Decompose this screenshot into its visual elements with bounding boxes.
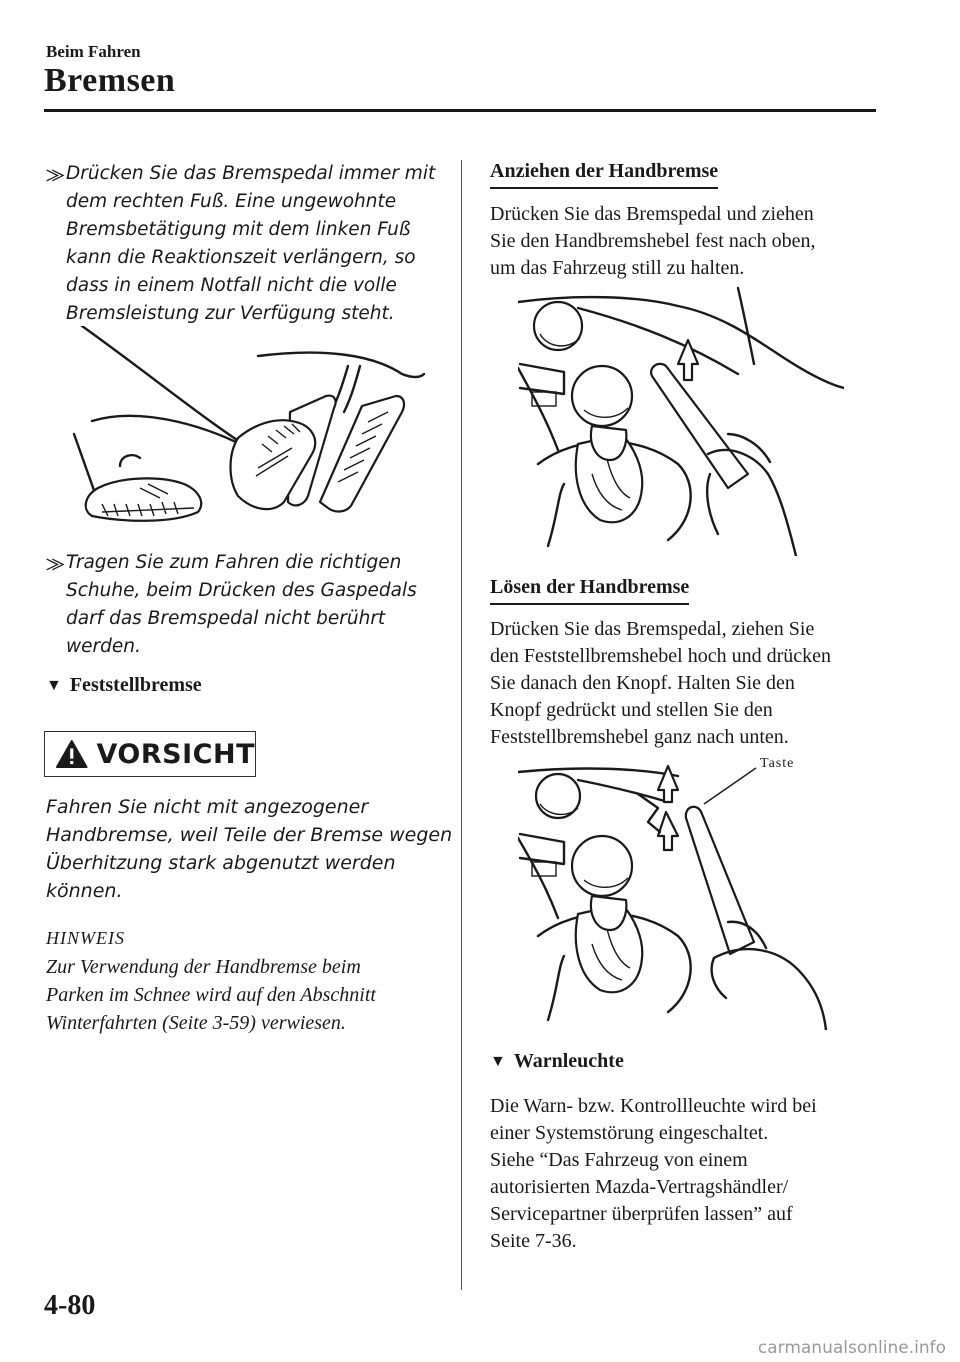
text-line: Drücken Sie das Bremspedal, ziehen Sie (490, 618, 815, 640)
pedal-foot-illustration (62, 326, 432, 546)
text-line: können. (46, 880, 123, 902)
text-line: Handbremse, weil Teile der Bremse wegen (46, 824, 453, 846)
bullet-text (66, 160, 435, 328)
text-line: Servicepartner überprüfen lassen” auf (490, 1203, 793, 1225)
section-heading-text: Warnleuchte (513, 1050, 624, 1072)
note-heading: HINWEIS (46, 928, 125, 948)
section-heading-text: Feststellbremse (69, 674, 202, 696)
text-line: den Feststellbremshebel hoch und drücken (490, 645, 832, 667)
text-line: Knopf gedrückt und stellen Sie den (490, 699, 773, 721)
subheading-loesen: Lösen der Handbremse (490, 576, 689, 605)
text-line: Bremsleistung zur Verfügung steht. (66, 303, 395, 324)
subheading-anziehen: Anziehen der Handbremse (490, 160, 718, 189)
text-line: Feststellbremshebel ganz nach unten. (490, 726, 789, 748)
anziehen-text (490, 201, 890, 282)
text-line: um das Fahrzeug still zu halten. (490, 257, 745, 279)
text-line: Zur Verwendung der Handbremse beim (46, 956, 361, 978)
text-line: Fahren Sie nicht mit angezogener (46, 796, 369, 818)
text-line: Parken im Schnee wird auf den Abschnitt (46, 984, 376, 1006)
header-rule (44, 109, 876, 112)
triangle-right-arrow-icon: ⨠ (46, 554, 65, 573)
text-line: Sie danach den Knopf. Halten Sie den (490, 672, 795, 694)
caution-label: VORSICHT (96, 738, 255, 770)
section-heading-warnleuchte (490, 1050, 624, 1073)
triangle-down-icon: ▼ (46, 676, 62, 694)
note-text (46, 953, 456, 1037)
text-line: dem rechten Fuß. Eine ungewohnte (66, 191, 397, 212)
handbrake-pull-illustration (518, 284, 844, 556)
text-line: Sie den Handbremshebel fest nach oben, (490, 230, 816, 252)
triangle-right-arrow-icon: ⨠ (46, 165, 65, 184)
text-line: Drücken Sie das Bremspedal immer mit (66, 163, 436, 184)
text-line: Bremsbetätigung mit dem linken Fuß (66, 219, 411, 240)
warning-triangle-icon (55, 738, 89, 770)
text-line: kann die Reaktionszeit verlängern, so (66, 247, 416, 268)
section-heading-feststellbremse (46, 674, 202, 697)
taste-label: Taste (760, 756, 795, 771)
text-line: Drücken Sie das Bremspedal und ziehen (490, 203, 814, 225)
text-line: Siehe “Das Fahrzeug von einem (490, 1149, 748, 1171)
text-line: darf das Bremspedal nicht berührt (66, 608, 386, 629)
bullet-text (66, 549, 417, 661)
watermark: carmanualsonline.info (757, 1338, 946, 1358)
section-label: Beim Fahren (46, 42, 141, 61)
text-line: dass in einem Notfall nicht die volle (66, 275, 397, 296)
caution-text (46, 793, 456, 905)
warnleuchte-text (490, 1093, 900, 1255)
text-line: Winterfahrten (Seite 3-59) verwiesen. (46, 1012, 346, 1034)
page-number: 4-80 (44, 1290, 96, 1321)
loesen-text (490, 616, 900, 751)
bullet-shoes (46, 549, 446, 661)
text-line: einer Systemstörung eingeschaltet. (490, 1122, 769, 1144)
page-title: Bremsen (44, 62, 176, 99)
handbrake-release-illustration (518, 762, 844, 1030)
column-divider (461, 160, 462, 1290)
caution-box (44, 731, 256, 777)
text-line: Schuhe, beim Drücken des Gaspedals (66, 580, 417, 601)
text-line: Die Warn- bzw. Kontrollleuchte wird bei (490, 1095, 817, 1117)
triangle-down-icon: ▼ (490, 1052, 506, 1070)
text-line: werden. (66, 636, 141, 657)
text-line: autorisierten Mazda-Vertragshändler/ (490, 1176, 789, 1198)
bullet-left-foot (46, 160, 446, 328)
text-line: Seite 7-36. (490, 1230, 577, 1252)
text-line: Tragen Sie zum Fahren die richtigen (66, 552, 402, 573)
text-line: Überhitzung stark abgenutzt werden (46, 852, 396, 874)
